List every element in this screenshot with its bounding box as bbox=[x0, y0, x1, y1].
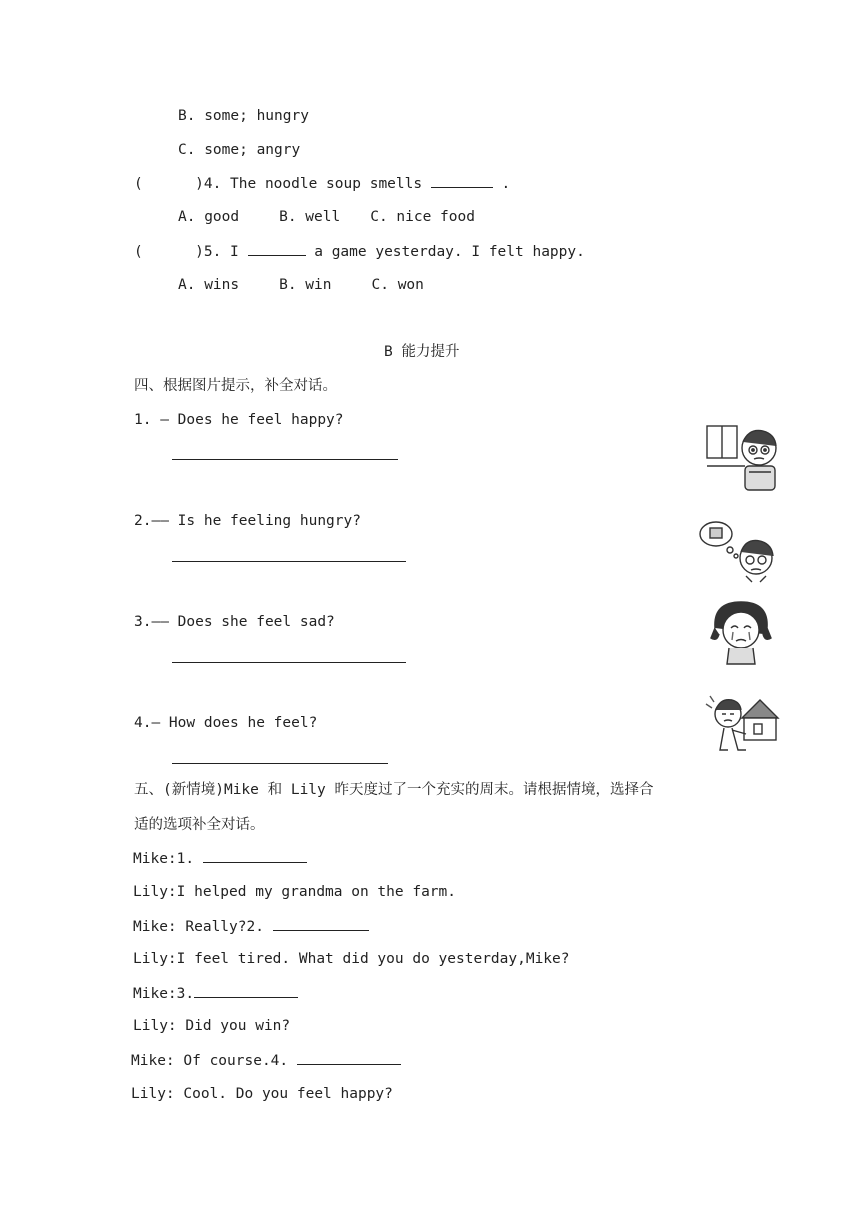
section5-heading-line2: 适的选项补全对话。 bbox=[134, 817, 265, 833]
s4-answer-line-1[interactable] bbox=[172, 459, 398, 460]
q3-option-b: B. some; hungry bbox=[178, 108, 309, 124]
dialogue-line-3 bbox=[133, 916, 369, 937]
dialogue-text: Mike:3. bbox=[133, 986, 195, 1002]
q4-blank[interactable] bbox=[431, 173, 493, 188]
s4-answer-line-2[interactable] bbox=[172, 561, 406, 562]
thinking-of-food-boy-icon bbox=[698, 518, 778, 584]
s4-question-2: 2.—— Is he feeling hungry? bbox=[134, 513, 361, 529]
s4-question-4: 4.— How does he feel? bbox=[134, 715, 318, 731]
dialogue-text: Mike: Really?2. bbox=[133, 919, 273, 935]
q5-blank[interactable] bbox=[248, 241, 306, 256]
dialogue-line-7 bbox=[131, 1050, 401, 1071]
crying-girl-icon bbox=[705, 598, 777, 668]
q4-options bbox=[178, 207, 475, 227]
dialogue-text: Mike:1. bbox=[133, 851, 203, 867]
dialogue-line-8: Lily: Cool. Do you feel happy? bbox=[131, 1086, 393, 1102]
dialogue-blank-2[interactable] bbox=[273, 916, 369, 931]
q3-option-c: C. some; angry bbox=[178, 142, 301, 158]
q5-option-b: B. win bbox=[279, 277, 332, 293]
dialogue-line-4: Lily:I feel tired. What did you do yesterday,Mike? bbox=[133, 951, 570, 967]
dialogue-line-2: Lily:I helped my grandma on the farm. bbox=[133, 884, 457, 900]
answer-paren[interactable]: ( ) bbox=[134, 176, 204, 192]
q5-option-a: A. wins bbox=[178, 277, 240, 293]
q4-option-b: B. well bbox=[279, 209, 341, 225]
section4-heading: 四、根据图片提示，补全对话。 bbox=[134, 378, 337, 394]
s4-answer-line-3[interactable] bbox=[172, 662, 406, 663]
dialogue-line-6: Lily: Did you win? bbox=[133, 1018, 291, 1034]
s4-question-3: 3.—— Does she feel sad? bbox=[134, 614, 335, 630]
s4-answer-line-4[interactable] bbox=[172, 763, 388, 764]
q4-option-c: C. nice food bbox=[370, 209, 475, 225]
answer-paren[interactable]: ( ) bbox=[134, 244, 204, 260]
dialogue-blank-1[interactable] bbox=[203, 848, 307, 863]
bored-boy-icon bbox=[705, 422, 781, 494]
q4-line bbox=[134, 173, 510, 194]
part-b-title: B 能力提升 bbox=[384, 344, 460, 360]
section5-heading-line1: 五、(新情境)Mike 和 Lily 昨天度过了一个充实的周末。请根据情境，选择合 bbox=[134, 782, 654, 798]
q4-stem: 4. The noodle soup smells bbox=[203, 176, 431, 192]
dialogue-text: Mike: Of course.4. bbox=[131, 1053, 297, 1069]
dialogue-blank-3[interactable] bbox=[194, 983, 298, 998]
s4-question-1: 1. — Does he feel happy? bbox=[134, 412, 344, 428]
q5-option-c: C. won bbox=[371, 277, 424, 293]
q5-line bbox=[134, 241, 585, 262]
tired-boy-carrying-house-icon bbox=[702, 692, 780, 760]
dialogue-line-1 bbox=[133, 848, 307, 869]
dialogue-blank-4[interactable] bbox=[297, 1050, 401, 1065]
q5-stem-end: a game yesterday. I felt happy. bbox=[305, 244, 585, 260]
q5-stem: 5. I bbox=[203, 244, 248, 260]
q5-options bbox=[178, 275, 424, 295]
dialogue-line-5 bbox=[133, 983, 298, 1004]
q4-option-a: A. good bbox=[178, 209, 240, 225]
q4-stem-end: . bbox=[492, 176, 511, 192]
